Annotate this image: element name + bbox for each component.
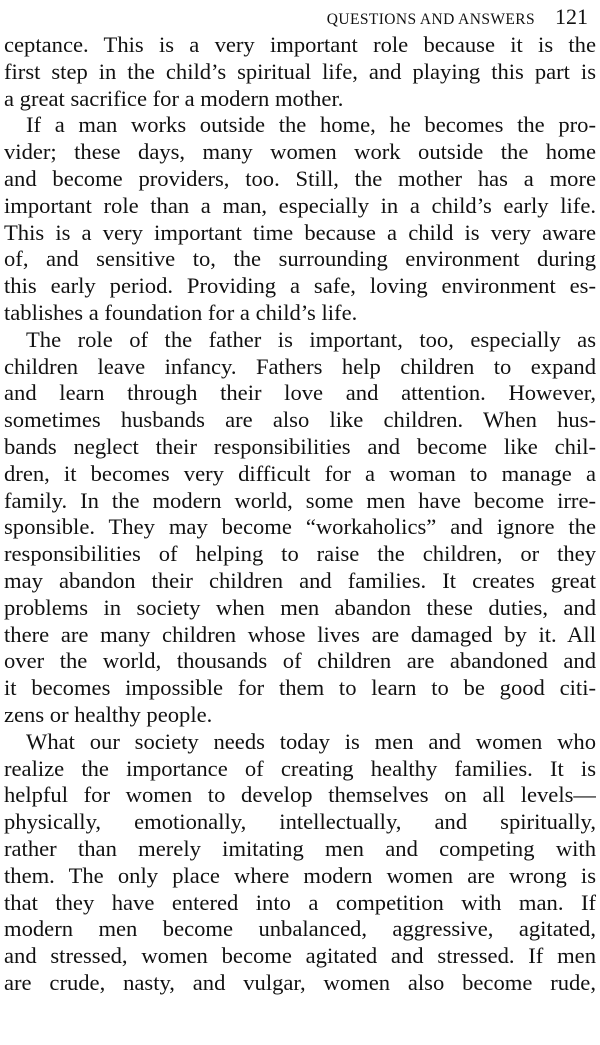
- page-number: 121: [555, 4, 588, 29]
- text-line: If a man works outside the home, he becomes the pro-: [26, 112, 596, 138]
- running-head: QUESTIONS AND ANSWERS: [326, 11, 535, 28]
- text-line: this early period. Providing a safe, loving environment es-: [4, 273, 596, 299]
- text-line: that they have entered into a competition with man. If: [4, 889, 596, 915]
- text-line: What our society needs today is men and women who: [26, 728, 596, 754]
- paragraph: [4, 112, 596, 326]
- text-line: first step in the child’s spiritual life, and playing this part is: [4, 58, 596, 84]
- paragraph: [4, 32, 596, 112]
- text-line: and learn through their love and attention. However,: [4, 380, 596, 406]
- text-line: This is a very important time because a child is very aware: [4, 219, 596, 245]
- text-line: there are many children whose lives are damaged by it. All: [4, 621, 596, 647]
- text-line: The role of the father is important, too, especially as: [26, 326, 596, 352]
- text-line: rather than merely imitating men and competing with: [4, 835, 596, 861]
- text-line: are crude, nasty, and vulgar, women also become rude,: [4, 969, 596, 995]
- text-line: helpful for women to develop themselves on all levels—: [4, 782, 596, 808]
- paragraph: [4, 729, 596, 997]
- text-line: children leave infancy. Fathers help children to expand: [4, 353, 596, 379]
- paragraph: [4, 327, 596, 729]
- text-line: over the world, thousands of children are abandoned and: [4, 648, 596, 674]
- text-line: family. In the modern world, some men have become irre-: [4, 487, 596, 513]
- body-text: [4, 32, 596, 997]
- text-line: realize the importance of creating healthy families. It is: [4, 755, 596, 781]
- text-line: zens or healthy people.: [4, 701, 213, 727]
- text-line: bands neglect their responsibilities and become like chil-: [4, 433, 596, 459]
- text-line: of, and sensitive to, the surrounding environment during: [4, 246, 596, 272]
- text-line: it becomes impossible for them to learn to be good citi-: [4, 675, 596, 701]
- text-line: modern men become unbalanced, aggressive, agitated,: [4, 916, 596, 942]
- text-line: a great sacrifice for a modern mother.: [4, 85, 344, 111]
- text-line: responsibilities of helping to raise the children, or they: [4, 541, 596, 567]
- text-line: important role than a man, especially in a child’s early life.: [4, 192, 596, 218]
- page-header: [327, 4, 588, 30]
- text-line: problems in society when men abandon these duties, and: [4, 594, 596, 620]
- text-line: sponsible. They may become “workaholics” and ignore the: [4, 514, 596, 540]
- text-line: ceptance. This is a very important role because it is the: [4, 32, 596, 57]
- text-line: may abandon their children and families. It creates great: [4, 567, 596, 593]
- text-line: physically, emotionally, intellectually, and spiritually,: [4, 809, 596, 835]
- text-line: them. The only place where modern women are wrong is: [4, 862, 596, 888]
- text-line: and become providers, too. Still, the mother has a more: [4, 165, 596, 191]
- text-line: sometimes husbands are also like children. When hus-: [4, 407, 596, 433]
- text-line: vider; these days, many women work outside the home: [4, 139, 596, 165]
- text-line: tablishes a foundation for a child’s life.: [4, 299, 358, 325]
- text-line: and stressed, women become agitated and stressed. If men: [4, 943, 596, 969]
- text-line: dren, it becomes very difficult for a woman to manage a: [4, 460, 596, 486]
